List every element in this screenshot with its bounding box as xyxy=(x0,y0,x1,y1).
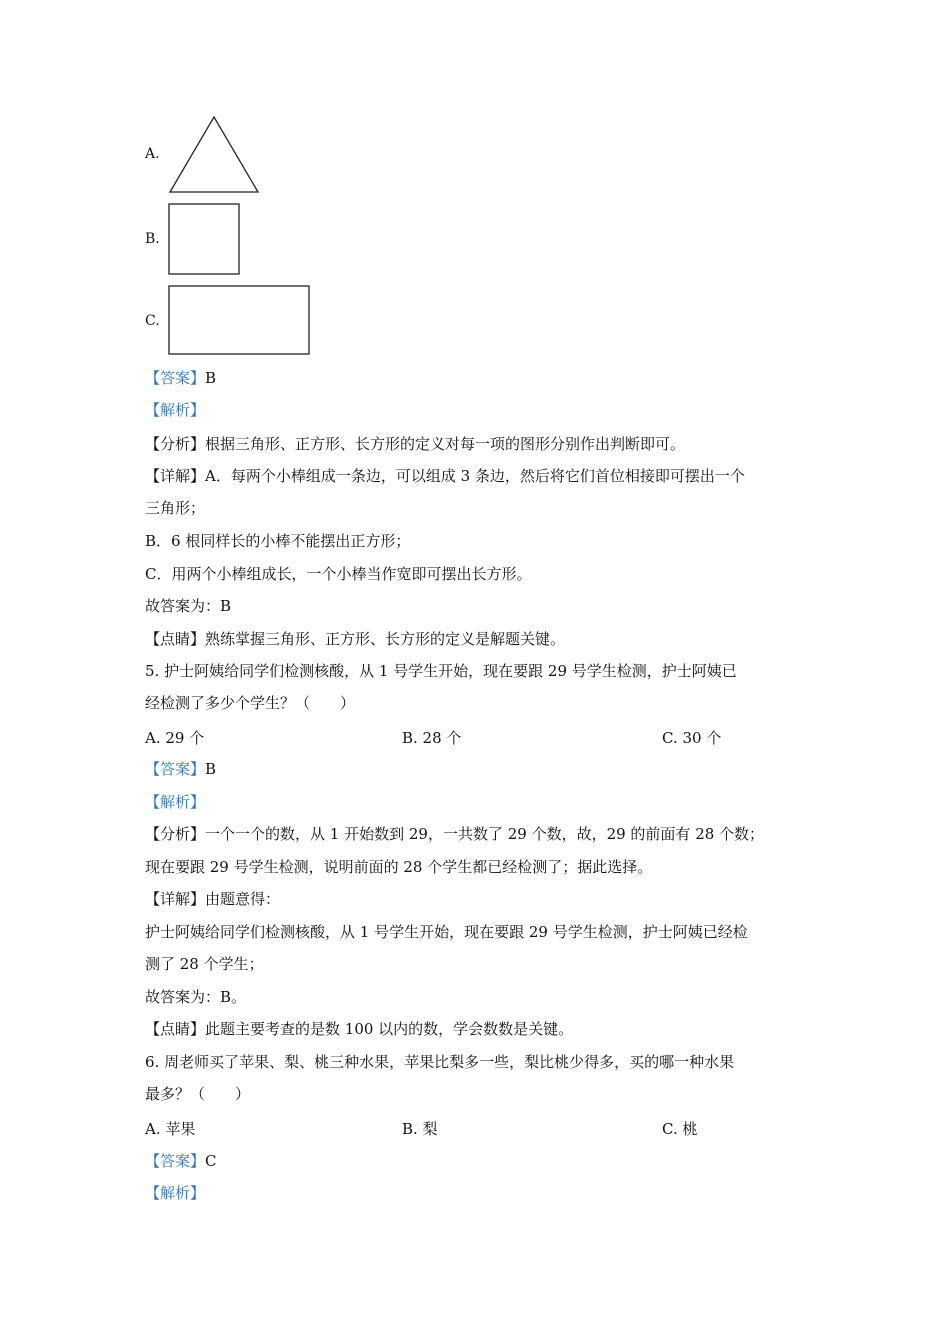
q5-answer-line xyxy=(145,758,216,780)
answer-tag: 【答案】 xyxy=(145,760,206,778)
dianjing-text: 熟练掌握三角形、正方形、长方形的定义是解题关键。 xyxy=(205,630,566,648)
q6-stem-2: 最多？（ ） xyxy=(145,1085,251,1103)
dianjing-tag: 【点睛】 xyxy=(145,630,206,648)
option-c-label: C. xyxy=(145,313,160,329)
fenxi-tag: 【分析】 xyxy=(145,435,206,453)
jiexi-tag: 【解析】 xyxy=(145,793,206,811)
answer-tag: 【答案】 xyxy=(145,369,206,387)
q6-option-c: C. 桃 xyxy=(662,1120,698,1138)
q4-xiangjie-line xyxy=(145,465,745,487)
q5-option-a: A. 29 个 xyxy=(145,729,205,747)
square-figure xyxy=(168,203,242,276)
fenxi-tag: 【分析】 xyxy=(145,825,206,843)
jiexi-tag: 【解析】 xyxy=(145,401,206,419)
q4-final-answer: 故答案为：B xyxy=(145,597,232,615)
q6-jiexi-line xyxy=(145,1182,205,1204)
q4-xiangjie-c: C．用两个小棒组成长，一个小棒当作宽即可摆出长方形。 xyxy=(145,565,532,583)
answer-value: C xyxy=(205,1152,217,1170)
q5-fenxi-line xyxy=(145,823,764,845)
q5-dianjing-line xyxy=(145,1018,573,1040)
rectangle-figure xyxy=(168,285,311,357)
fenxi-text: 根据三角形、正方形、长方形的定义对每一项的图形分别作出判断即可。 xyxy=(205,435,686,453)
q5-final-answer: 故答案为：B。 xyxy=(145,988,247,1006)
q5-body-1: 护士阿姨给同学们检测核酸，从 1 号学生开始，现在要跟 29 号学生检测，护士阿姨已经检 xyxy=(145,923,748,941)
q4-dianjing-line xyxy=(145,628,565,650)
dianjing-tag: 【点睛】 xyxy=(145,1020,206,1038)
q5-option-b: B. 28 个 xyxy=(402,729,462,747)
q5-xiangjie-line xyxy=(145,888,280,910)
q4-xiangjie-cont: 三角形； xyxy=(145,499,206,517)
jiexi-tag: 【解析】 xyxy=(145,1184,206,1202)
q5-stem-1: 5. 护士阿姨给同学们检测核酸，从 1 号学生开始，现在要跟 29 号学生检测，护士阿姨已 xyxy=(145,662,737,680)
q6-stem-1: 6. 周老师买了苹果、梨、桃三种水果，苹果比梨多一些，梨比桃少得多，买的哪一种水果 xyxy=(145,1053,735,1071)
option-a-label: A. xyxy=(145,146,160,162)
option-b-label: B. xyxy=(145,231,160,247)
q5-fenxi-cont: 现在要跟 29 号学生检测，说明前面的 28 个学生都已经检测了；据此选择。 xyxy=(145,858,653,876)
xiangjie-text: A．每两个小棒组成一条边，可以组成 3 条边，然后将它们首位相接即可摆出一个 xyxy=(205,467,745,485)
answer-tag: 【答案】 xyxy=(145,1152,206,1170)
q5-jiexi-line xyxy=(145,791,205,813)
triangle-figure xyxy=(168,115,260,195)
q6-option-b: B. 梨 xyxy=(402,1120,438,1138)
q4-jiexi-line xyxy=(145,399,205,421)
answer-value: B xyxy=(205,369,217,387)
fenxi-text: 一个一个的数，从 1 开始数到 29，一共数了 29 个数，故，29 的前面有 28 个数； xyxy=(205,825,765,843)
q6-option-a: A. 苹果 xyxy=(145,1120,196,1138)
xiangjie-tag: 【详解】 xyxy=(145,890,206,908)
answer-value: B xyxy=(205,760,217,778)
q6-answer-line xyxy=(145,1150,217,1172)
q4-fenxi-line xyxy=(145,433,685,455)
q4-answer-line xyxy=(145,367,216,389)
xiangjie-text: 由题意得： xyxy=(205,890,281,908)
q5-stem-2: 经检测了多少个学生？（ ） xyxy=(145,694,356,712)
xiangjie-tag: 【详解】 xyxy=(145,467,206,485)
q5-body-2: 测了 28 个学生； xyxy=(145,955,264,973)
q5-option-c: C. 30 个 xyxy=(662,729,722,747)
dianjing-text: 此题主要考查的是数 100 以内的数，学会数数是关键。 xyxy=(205,1020,574,1038)
q4-xiangjie-b: B．6 根同样长的小棒不能摆出正方形； xyxy=(145,532,411,550)
